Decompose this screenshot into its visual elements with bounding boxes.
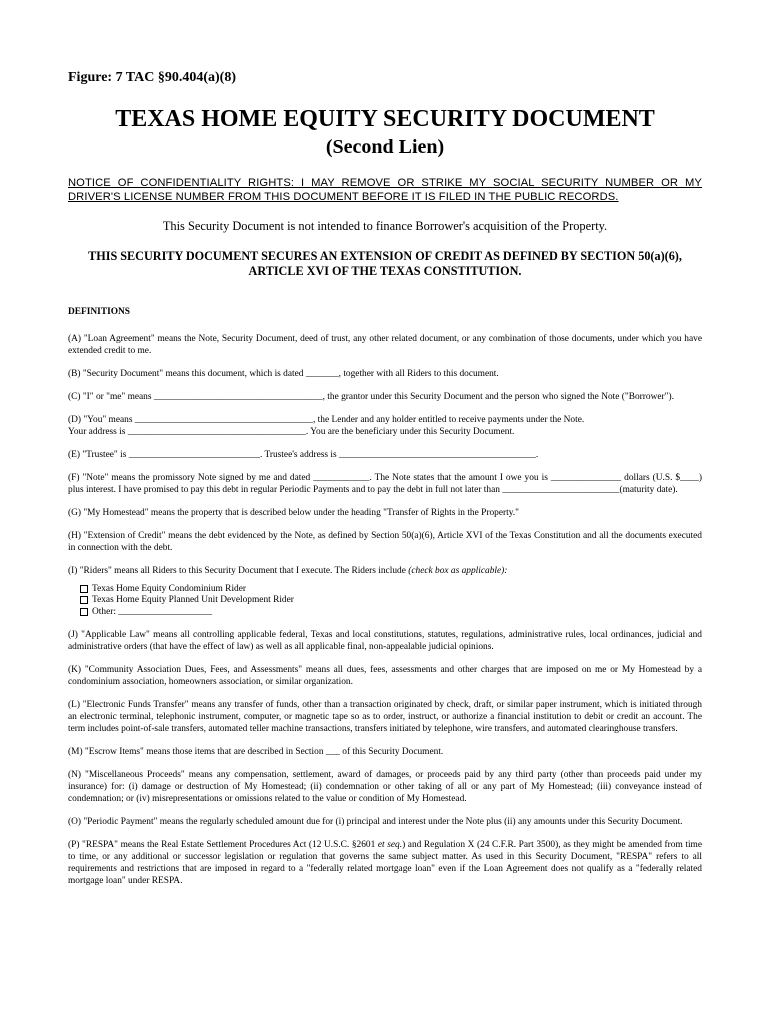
rider-item (80, 583, 702, 595)
definition-b: (B) "Security Document" means this document, which is dated _______, together with all Riders to this document. (68, 369, 499, 379)
rider-item (80, 606, 702, 618)
figure-label: Figure: 7 TAC §90.404(a)(8) (68, 70, 236, 85)
definition-g: (G) "My Homestead" means the property that is described below under the heading "Transfer of Rights in the Property." (68, 508, 519, 518)
definition-i-text: (I) "Riders" means all Riders to this Security Document that I execute. The Riders include (68, 566, 409, 576)
definition-d-line-1: (D) "You" means ______________________________________, the Lender and any holder entitled to receive payments under the Note. (68, 415, 585, 425)
definition-l: (L) "Electronic Funds Transfer" means any transfer of funds, other than a transaction originated by check, draft, or similar paper instrument, which is initiated through an electronic terminal, telephonic instrument, computer, or magnetic tape so as to order, instruct, or authorize a financial institution to debit or credit an account. The term includes point-of-sale transfers, automated teller machine transactions, transfers initiated by telephone, wire transfers, and automated clearinghouse transfers. (68, 699, 702, 734)
document-subtitle: (Second Lien) (325, 136, 445, 158)
rider-item (80, 595, 702, 607)
definition-a: (A) "Loan Agreement" means the Note, Security Document, deed of trust, any other related document, or any combination of those documents, under which you have extended credit to me. (68, 334, 702, 356)
definition-n: (N) "Miscellaneous Proceeds" means any compensation, settlement, award of damages, or proceeds paid by any third party (other than proceeds paid under my insurance) for: (i) damage or destruction of My Homestead; (ii) condemnation or other taking of all or any part of My Homestead; (iii) conveyance instead of condemnation; or (iv) misrepresentations or omissions related to the value or condition of My Homestead. (68, 769, 702, 804)
not-intended-statement: This Security Document is not intended to finance Borrower's acquisition of the Property. (162, 219, 608, 233)
definitions-section (68, 306, 702, 898)
definition-j: (J) "Applicable Law" means all controlling applicable federal, Texas and local constitutions, statutes, regulations, administrative rules, local ordinances, judicial and administrative orders (that have the effect of law) as well as all applicable final, non-appealable judicial opinions. (68, 629, 702, 652)
definition-e: (E) "Trustee" is ____________________________. Trustee's address is __________________________________________. (68, 450, 539, 460)
definition-p (68, 839, 702, 887)
secures-statement (68, 249, 702, 279)
rider-label: Texas Home Equity Planned Unit Development Rider (92, 595, 294, 606)
riders-list (80, 583, 702, 618)
definition-k: (K) "Community Association Dues, Fees, and Assessments" means all dues, fees, assessments and other charges that are imposed on me or My Homestead by a condominium association, homeowners association, or similar organization. (68, 664, 702, 687)
checkbox-other-rider[interactable] (80, 608, 88, 616)
document-title: TEXAS HOME EQUITY SECURITY DOCUMENT (115, 106, 655, 132)
definition-p-italic: et seq. (377, 839, 403, 850)
definition-h: (H) "Extension of Credit" means the debt evidenced by the Note, as defined by Section 50(a)(6), Article XVI of the Texas Constitution and all the documents executed in connection with the debt. (68, 531, 702, 553)
definition-c: (C) "I" or "me" means ____________________________________, the grantor under this Security Document and the person who signed the Note ("Borrower"). (68, 392, 674, 402)
definitions-heading: DEFINITIONS (68, 307, 130, 317)
definition-i-instruction: (check box as applicable): (408, 566, 508, 576)
checkbox-pud-rider[interactable] (80, 596, 88, 604)
definition-p-part-2: ) and Regulation X (24 C.F.R. Part 3500), as they might be amended from time to time, or any additional or successor legislation or regulation that governs the same subject matter. As used in this Security Document, "RESPA" refers to all requirements and restrictions that are imposed in regard to a "federally related mortgage loan" even if the Loan Agreement does not qualify as a "federally related mortgage loan" under RESPA. (68, 839, 703, 886)
secures-line-1: THIS SECURITY DOCUMENT SECURES AN EXTENSION OF CREDIT AS DEFINED BY SECTION 50(a)(6), (88, 249, 682, 263)
rider-label: Other: ____________________ (92, 606, 213, 617)
rider-label: Texas Home Equity Condominium Rider (92, 583, 247, 594)
checkbox-condominium-rider[interactable] (80, 585, 88, 593)
definition-i (68, 565, 702, 577)
definition-o: (O) "Periodic Payment" means the regularly scheduled amount due for (i) principal and interest under the Note plus (ii) any amounts under this Security Document. (68, 816, 683, 827)
definition-d (68, 414, 702, 438)
definition-d-line-2: Your address is ______________________________________. You are the beneficiary under this Security Document. (68, 427, 515, 437)
definition-m: (M) "Escrow Items" means those items that are described in Section ___ of this Security Document. (68, 746, 444, 757)
confidentiality-notice: NOTICE OF CONFIDENTIALITY RIGHTS: I MAY REMOVE OR STRIKE MY SOCIAL SECURITY NUMBER OR MY DRIVER'S LICENSE NUMBER FROM THIS DOCUMENT BEFORE IT IS FILED IN THE PUBLIC RECORDS. (68, 177, 702, 203)
definition-p-part-1: (P) "RESPA" means the Real Estate Settlement Procedures Act (12 U.S.C. §2601 (68, 839, 378, 850)
definition-f: (F) "Note" means the promissory Note signed by me and dated ____________. The Note states that the amount I owe you is _______________ dollars (U.S. $____) plus interest. I have promised to pay this debt in regular Periodic Payments and to pay the debt in full not later than _________________________(maturity date). (68, 473, 702, 495)
secures-line-2: ARTICLE XVI OF THE TEXAS CONSTITUTION. (248, 264, 522, 278)
